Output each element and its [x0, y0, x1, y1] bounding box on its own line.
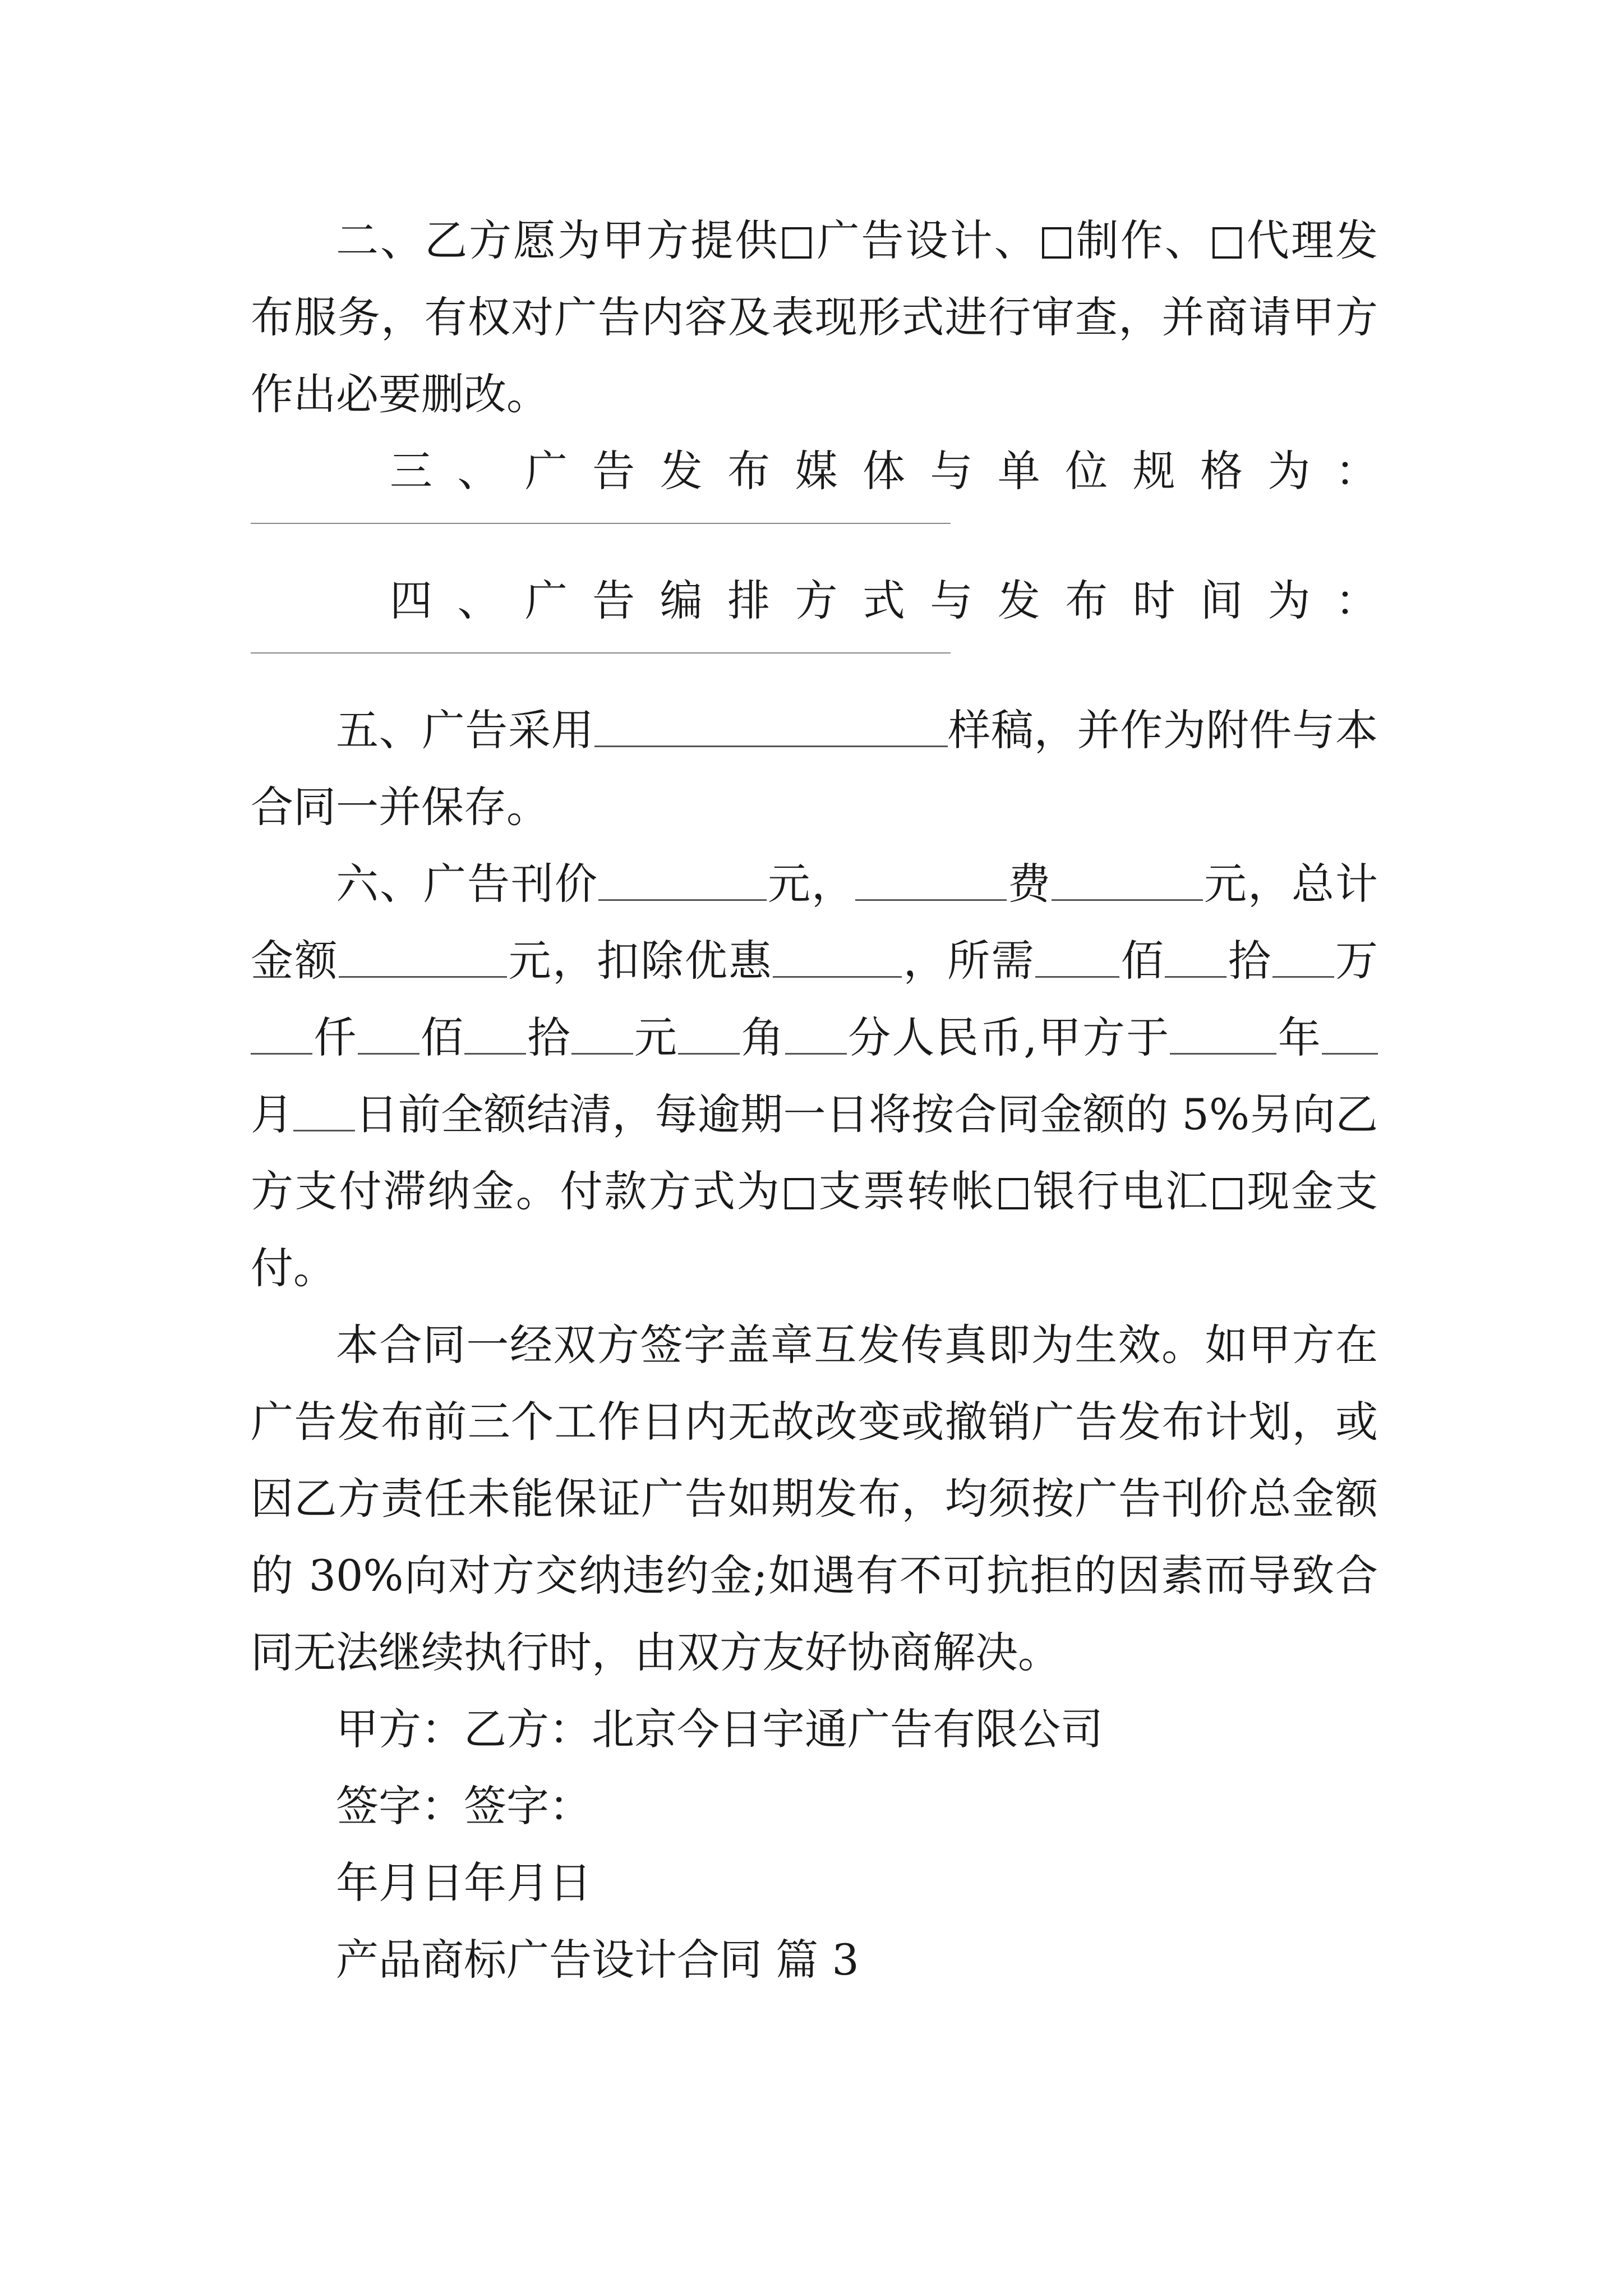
sample-draft-blank[interactable] [594, 706, 948, 747]
clause-3-char: 媒 [795, 446, 838, 496]
clause-4-char: 间 [1200, 576, 1243, 625]
clause-5-text-a: 五、广告采用 [336, 705, 594, 755]
clause-4-fill-line[interactable] [251, 652, 951, 654]
clause-3-char: 三 [390, 446, 432, 496]
month-blank[interactable] [1322, 1014, 1378, 1055]
clause-4-char: 发 [997, 576, 1040, 625]
discount-blank[interactable] [773, 937, 902, 978]
clause-6-text: 现金支付。 [251, 1166, 1378, 1293]
clause-3-char: ： [1335, 446, 1378, 496]
million-blank[interactable] [1272, 937, 1334, 978]
clause-4-char: 编 [660, 576, 703, 625]
year-blank[interactable] [1170, 1014, 1276, 1055]
clause-6-text: 银行电汇 [1031, 1166, 1210, 1216]
clause-3-char: 告 [592, 446, 635, 496]
clause-6 [251, 845, 1378, 1306]
clause-3-char: 、 [457, 446, 500, 496]
clause-3-char: 发 [660, 446, 703, 496]
fee-amount-blank[interactable] [1052, 860, 1203, 901]
clause-6-text: 拾 [1227, 936, 1272, 986]
ten-thousand-blank[interactable] [251, 1014, 312, 1055]
clause-3-char: 单 [997, 446, 1040, 496]
clause-4-char: 与 [930, 576, 973, 625]
checkbox-cheque-transfer[interactable] [785, 1178, 814, 1209]
total-amount-blank[interactable] [339, 937, 507, 978]
checkbox-bank-wire[interactable] [999, 1178, 1028, 1209]
hundred-million-blank[interactable] [1035, 937, 1119, 978]
fee-type-blank[interactable] [855, 860, 1007, 901]
clause-6-text: 元 [633, 1013, 679, 1062]
clause-2-text-a: 二、乙方愿为甲方提供 [336, 215, 780, 265]
signature-line: 签字：签字： [336, 1781, 592, 1831]
clause-3-char: 格 [1200, 446, 1243, 496]
day-blank[interactable] [293, 1091, 355, 1131]
clause-6-text: 年 [1276, 1013, 1322, 1062]
clause-2-text-d: 代理发布服务，有权对广告内容及表现形式进行审查，并商请甲方作出必要删改。 [251, 215, 1378, 419]
clause-6-text: 月 [251, 1089, 294, 1139]
date-line: 年月日年月日 [336, 1858, 592, 1908]
clause-3-char: 广 [524, 446, 568, 496]
clause-3 [251, 432, 1378, 509]
clause-2 [251, 202, 1378, 432]
clause-3-char: 布 [727, 446, 771, 496]
clause-5 [251, 692, 1378, 845]
jiao-blank[interactable] [785, 1014, 847, 1055]
parties-line: 甲方：乙方：北京今日宇通广告有限公司 [336, 1704, 1103, 1754]
effect-clause: 本合同一经双方签字盖章互发传真即为生效。如甲方在广告发布前三个工作日内无故改变或撤销广告发布计划，或因乙方责任未能保证广告如期发布，均须按广告刊价总金额的 30%向对方交纳违约金;如遇有不可抗拒的因素而导致合同无法继续执行时，由双方友好协商解决。 [251, 1320, 1378, 1677]
checkbox-ad-design[interactable] [782, 227, 811, 259]
clause-6-text: 角 [740, 1013, 785, 1062]
clause-4-char: 、 [457, 576, 500, 625]
clause-6-text: 拾 [526, 1013, 571, 1062]
clause-4-char: 告 [592, 576, 635, 625]
next-section-title: 产品商标广告设计合同 篇 3 [336, 1935, 859, 1985]
clause-6-text: 元， [767, 859, 855, 909]
ten-blank[interactable] [571, 1014, 633, 1055]
clause-6-text: 费 [1007, 859, 1052, 909]
clause-6-text: ，所需 [902, 936, 1036, 986]
clause-6-text: 元，总计金额 [251, 859, 1378, 986]
yuan-blank[interactable] [678, 1014, 740, 1055]
clause-3-char: 与 [930, 446, 973, 496]
checkbox-production[interactable] [1042, 227, 1071, 259]
clause-4-char: 四 [390, 576, 432, 625]
clause-4-char: 为 [1267, 576, 1311, 625]
clause-4-char: ： [1335, 576, 1378, 625]
clause-3-char: 位 [1065, 446, 1108, 496]
clause-6-text: 分人民币,甲方于 [846, 1013, 1170, 1062]
clause-3-char: 为 [1267, 446, 1311, 496]
clause-2-text-b: 广告设计、 [815, 215, 1039, 265]
clause-6-text: 元，扣除优惠 [507, 936, 773, 986]
clause-4-char: 广 [524, 576, 568, 625]
clause-3-char: 规 [1132, 446, 1175, 496]
clause-4-char: 布 [1065, 576, 1108, 625]
thousand-blank[interactable] [358, 1014, 419, 1055]
clause-6-text: 仟 [312, 1013, 358, 1062]
clause-6-text: 六、广告刊价 [336, 859, 598, 909]
clause-6-text: 万 [1334, 936, 1378, 986]
clause-6-text: 佰 [1119, 936, 1165, 986]
clause-4-char: 排 [727, 576, 771, 625]
clause-4-char: 时 [1132, 576, 1175, 625]
clause-3-char: 体 [862, 446, 905, 496]
ten-million-blank[interactable] [1165, 937, 1227, 978]
clause-4-char: 方 [795, 576, 838, 625]
clause-6-text: 日前全额结清，每逾期一日将按合同金额的 5%另向乙方支付滞纳金。付款方式为 [251, 1089, 1378, 1216]
contract-body [251, 202, 1378, 1998]
clause-6-text: 佰 [419, 1013, 465, 1062]
checkbox-cash-payment[interactable] [1213, 1178, 1242, 1209]
clause-3-fill-line[interactable] [251, 523, 951, 524]
clause-5-text-b: 样稿，并作为附件与本合同一并保存。 [251, 705, 1378, 832]
hundred-blank[interactable] [464, 1014, 526, 1055]
checkbox-agency-publishing[interactable] [1212, 227, 1242, 259]
clause-4 [251, 562, 1378, 639]
clause-4-char: 式 [862, 576, 905, 625]
ad-price-blank[interactable] [598, 860, 767, 901]
clause-6-text: 支票转帐 [817, 1166, 995, 1216]
clause-2-text-c: 制作、 [1074, 215, 1209, 265]
